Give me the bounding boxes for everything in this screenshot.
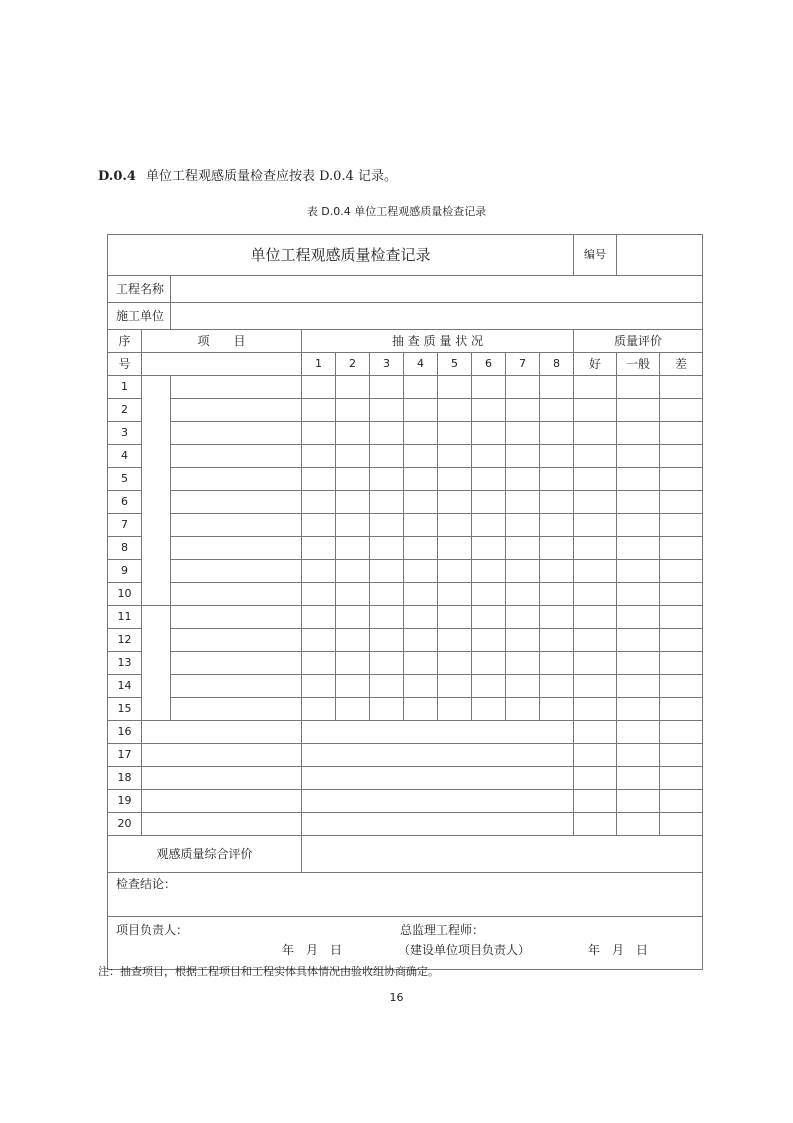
table-row — [108, 491, 703, 514]
item-name-cell[interactable] — [171, 560, 302, 583]
sample-check-cell[interactable] — [336, 399, 370, 422]
eval-check-cell[interactable] — [617, 652, 660, 675]
sample-check-cell[interactable] — [370, 445, 404, 468]
sample-check-cell[interactable] — [302, 698, 336, 721]
eval-check-cell[interactable] — [660, 583, 703, 606]
sample-check-cell[interactable] — [404, 629, 438, 652]
sample-check-cell[interactable] — [506, 399, 540, 422]
eval-check-cell[interactable] — [617, 675, 660, 698]
eval-check-cell[interactable] — [660, 629, 703, 652]
eval-check-cell[interactable] — [660, 445, 703, 468]
sample-check-cell[interactable] — [438, 537, 472, 560]
sample-check-cell[interactable] — [472, 468, 506, 491]
supervisor-label: 总监理工程师： — [400, 923, 485, 937]
sample-check-cell[interactable] — [404, 560, 438, 583]
item-name-cell[interactable] — [171, 675, 302, 698]
eval-check-cell[interactable] — [574, 445, 617, 468]
seq-header-bottom: 号 — [108, 353, 142, 376]
sample-check-cell[interactable] — [438, 583, 472, 606]
signature-cell[interactable] — [108, 917, 703, 970]
eval-check-cell[interactable] — [660, 491, 703, 514]
project-name-label: 工程名称 — [108, 276, 171, 303]
table-row — [108, 744, 703, 767]
sample-check-cell[interactable] — [370, 606, 404, 629]
sample-check-cell[interactable] — [336, 422, 370, 445]
clause-text: 单位工程观感质量检查应按表 D.0.4 记录。 — [145, 169, 397, 184]
sample-check-cell[interactable] — [302, 767, 574, 790]
sample-check-cell[interactable] — [404, 606, 438, 629]
sample-check-cell[interactable] — [540, 468, 574, 491]
sample-check-cell[interactable] — [302, 399, 336, 422]
eval-col-header: 好 — [574, 353, 617, 376]
sample-check-cell[interactable] — [302, 468, 336, 491]
eval-check-cell[interactable] — [574, 491, 617, 514]
sample-check-cell[interactable] — [370, 399, 404, 422]
intro-paragraph — [98, 165, 397, 184]
sample-check-cell[interactable] — [302, 629, 336, 652]
item-name-cell[interactable] — [171, 514, 302, 537]
item-name-cell[interactable] — [171, 606, 302, 629]
row-number: 3 — [108, 422, 142, 445]
sample-check-cell[interactable] — [302, 790, 574, 813]
item-name-cell[interactable] — [171, 583, 302, 606]
sample-check-cell[interactable] — [370, 629, 404, 652]
overall-evaluation-field[interactable] — [302, 836, 703, 873]
eval-check-cell[interactable] — [574, 721, 617, 744]
sample-check-cell[interactable] — [472, 376, 506, 399]
item-name-cell[interactable] — [171, 399, 302, 422]
construction-unit-field[interactable] — [171, 303, 703, 330]
sample-check-cell[interactable] — [404, 583, 438, 606]
sample-check-cell[interactable] — [404, 652, 438, 675]
row-number: 2 — [108, 399, 142, 422]
sample-check-cell[interactable] — [506, 629, 540, 652]
eval-check-cell[interactable] — [617, 583, 660, 606]
eval-check-cell[interactable] — [660, 560, 703, 583]
sample-check-cell[interactable] — [302, 376, 336, 399]
eval-check-cell[interactable] — [660, 537, 703, 560]
sample-check-cell[interactable] — [302, 491, 336, 514]
item-name-cell[interactable] — [171, 468, 302, 491]
construction-unit-label: 施工单位 — [108, 303, 171, 330]
page-number: 16 — [389, 991, 404, 1004]
sample-check-cell[interactable] — [540, 583, 574, 606]
eval-check-cell[interactable] — [617, 813, 660, 836]
row-number: 10 — [108, 583, 142, 606]
sample-check-cell[interactable] — [438, 606, 472, 629]
eval-check-cell[interactable] — [660, 767, 703, 790]
row-number: 12 — [108, 629, 142, 652]
eval-check-cell[interactable] — [617, 468, 660, 491]
sample-check-cell[interactable] — [506, 583, 540, 606]
sample-check-cell[interactable] — [404, 514, 438, 537]
sample-check-cell[interactable] — [506, 560, 540, 583]
eval-check-cell[interactable] — [617, 606, 660, 629]
sample-check-cell[interactable] — [302, 422, 336, 445]
row-number: 20 — [108, 813, 142, 836]
footer-note: 注：抽查项目，根据工程项目和工程实体具体情况由验收组协商确定。 — [98, 965, 439, 978]
row-number: 9 — [108, 560, 142, 583]
sample-check-cell[interactable] — [336, 652, 370, 675]
sample-check-cell[interactable] — [540, 445, 574, 468]
eval-check-cell[interactable] — [574, 767, 617, 790]
sample-check-cell[interactable] — [404, 537, 438, 560]
project-name-field[interactable] — [171, 276, 703, 303]
eval-check-cell[interactable] — [617, 744, 660, 767]
code-value-field[interactable] — [617, 235, 703, 276]
sample-check-cell[interactable] — [438, 491, 472, 514]
eval-check-cell[interactable] — [617, 537, 660, 560]
sample-col-header: 6 — [472, 353, 506, 376]
sample-check-cell[interactable] — [370, 675, 404, 698]
sample-check-cell[interactable] — [506, 606, 540, 629]
clause-number: D.0.4 — [98, 169, 136, 184]
eval-check-cell[interactable] — [617, 376, 660, 399]
eval-check-cell[interactable] — [574, 744, 617, 767]
row-number: 13 — [108, 652, 142, 675]
table-title: 单位工程观感质量检查记录 — [108, 235, 574, 276]
eval-check-cell[interactable] — [617, 399, 660, 422]
category-cell[interactable] — [142, 606, 171, 721]
sample-check-cell[interactable] — [540, 560, 574, 583]
overall-evaluation-label: 观感质量综合评价 — [108, 836, 302, 873]
sample-check-cell[interactable] — [506, 537, 540, 560]
eval-check-cell[interactable] — [617, 767, 660, 790]
sample-check-cell[interactable] — [438, 675, 472, 698]
sample-check-cell[interactable] — [540, 675, 574, 698]
item-subheader-blank — [142, 353, 302, 376]
table-row — [108, 813, 703, 836]
sample-check-cell[interactable] — [336, 606, 370, 629]
item-name-cell[interactable] — [171, 491, 302, 514]
eval-check-cell[interactable] — [574, 376, 617, 399]
eval-check-cell[interactable] — [617, 445, 660, 468]
sample-check-cell[interactable] — [370, 376, 404, 399]
sample-check-cell[interactable] — [302, 445, 336, 468]
sample-check-cell[interactable] — [438, 422, 472, 445]
sample-check-cell[interactable] — [540, 652, 574, 675]
eval-check-cell[interactable] — [574, 422, 617, 445]
sample-check-cell[interactable] — [404, 422, 438, 445]
table-row — [108, 537, 703, 560]
sample-check-cell[interactable] — [540, 491, 574, 514]
eval-col-header: 差 — [660, 353, 703, 376]
sample-check-cell[interactable] — [370, 698, 404, 721]
sample-check-cell[interactable] — [336, 537, 370, 560]
eval-check-cell[interactable] — [574, 652, 617, 675]
sample-check-cell[interactable] — [506, 698, 540, 721]
row-number: 4 — [108, 445, 142, 468]
eval-check-cell[interactable] — [574, 629, 617, 652]
sample-check-cell[interactable] — [370, 514, 404, 537]
table-row — [108, 468, 703, 491]
table-row — [108, 422, 703, 445]
sample-check-cell[interactable] — [438, 514, 472, 537]
eval-col-header: 一般 — [617, 353, 660, 376]
eval-check-cell[interactable] — [660, 698, 703, 721]
sample-check-cell[interactable] — [472, 675, 506, 698]
sample-check-cell[interactable] — [506, 468, 540, 491]
row-number: 11 — [108, 606, 142, 629]
sample-check-cell[interactable] — [506, 514, 540, 537]
table-row — [108, 675, 703, 698]
sample-check-cell[interactable] — [370, 422, 404, 445]
row-number: 17 — [108, 744, 142, 767]
sample-check-cell[interactable] — [438, 698, 472, 721]
table-row — [108, 583, 703, 606]
sample-check-cell[interactable] — [302, 560, 336, 583]
sample-check-cell[interactable] — [404, 698, 438, 721]
sample-check-cell[interactable] — [506, 376, 540, 399]
sample-col-header: 7 — [506, 353, 540, 376]
item-name-cell[interactable] — [171, 422, 302, 445]
sample-check-cell[interactable] — [472, 422, 506, 445]
sample-check-cell[interactable] — [540, 376, 574, 399]
eval-check-cell[interactable] — [660, 744, 703, 767]
pm-label: 项目负责人： — [116, 923, 189, 937]
evaluation-header: 质量评价 — [574, 330, 703, 353]
sample-check-cell[interactable] — [506, 445, 540, 468]
eval-check-cell[interactable] — [660, 514, 703, 537]
eval-check-cell[interactable] — [574, 606, 617, 629]
sample-check-cell[interactable] — [302, 721, 574, 744]
row-number: 1 — [108, 376, 142, 399]
sample-check-cell[interactable] — [506, 652, 540, 675]
sample-check-cell[interactable] — [370, 583, 404, 606]
sample-check-cell[interactable] — [472, 537, 506, 560]
eval-check-cell[interactable] — [660, 399, 703, 422]
sample-check-cell[interactable] — [472, 514, 506, 537]
table-row — [108, 560, 703, 583]
seq-header-top: 序 — [108, 330, 142, 353]
eval-check-cell[interactable] — [660, 376, 703, 399]
eval-check-cell[interactable] — [660, 606, 703, 629]
eval-check-cell[interactable] — [660, 422, 703, 445]
table-row — [108, 721, 703, 744]
eval-check-cell[interactable] — [617, 629, 660, 652]
sample-check-cell[interactable] — [540, 399, 574, 422]
sample-check-cell[interactable] — [336, 629, 370, 652]
sample-check-cell[interactable] — [506, 675, 540, 698]
item-header: 项 目 — [142, 330, 302, 353]
row-number: 6 — [108, 491, 142, 514]
table-row — [108, 606, 703, 629]
inspection-record-table — [107, 234, 703, 970]
sample-check-cell[interactable] — [370, 652, 404, 675]
sample-check-cell[interactable] — [472, 560, 506, 583]
table-caption: 表 D.0.4 单位工程观感质量检查记录 — [306, 205, 487, 218]
sample-check-cell[interactable] — [472, 698, 506, 721]
sample-check-cell[interactable] — [472, 583, 506, 606]
code-label: 编号 — [574, 235, 617, 276]
eval-check-cell[interactable] — [660, 652, 703, 675]
eval-check-cell[interactable] — [617, 491, 660, 514]
sample-check-cell[interactable] — [404, 376, 438, 399]
sample-check-cell[interactable] — [302, 652, 336, 675]
sample-check-cell[interactable] — [302, 813, 574, 836]
sample-check-cell[interactable] — [438, 468, 472, 491]
table-row — [108, 445, 703, 468]
eval-check-cell[interactable] — [574, 514, 617, 537]
item-name-cell[interactable] — [171, 629, 302, 652]
item-name-cell[interactable] — [142, 721, 302, 744]
table-row — [108, 629, 703, 652]
sample-check-cell[interactable] — [438, 652, 472, 675]
item-name-cell[interactable] — [171, 376, 302, 399]
row-number: 18 — [108, 767, 142, 790]
sample-check-cell[interactable] — [506, 491, 540, 514]
item-name-cell[interactable] — [142, 744, 302, 767]
eval-check-cell[interactable] — [660, 813, 703, 836]
sample-check-cell[interactable] — [336, 675, 370, 698]
sample-check-cell[interactable] — [540, 606, 574, 629]
item-name-cell[interactable] — [171, 698, 302, 721]
sample-check-cell[interactable] — [370, 560, 404, 583]
eval-check-cell[interactable] — [617, 514, 660, 537]
sample-col-header: 8 — [540, 353, 574, 376]
eval-check-cell[interactable] — [574, 399, 617, 422]
sample-check-cell[interactable] — [370, 491, 404, 514]
eval-check-cell[interactable] — [617, 790, 660, 813]
sample-check-cell[interactable] — [540, 514, 574, 537]
eval-check-cell[interactable] — [574, 813, 617, 836]
eval-check-cell[interactable] — [617, 698, 660, 721]
table-row — [108, 376, 703, 399]
row-number: 7 — [108, 514, 142, 537]
table-row — [108, 790, 703, 813]
item-name-cell[interactable] — [142, 813, 302, 836]
sample-check-cell[interactable] — [302, 537, 336, 560]
eval-check-cell[interactable] — [574, 560, 617, 583]
sample-check-cell[interactable] — [336, 583, 370, 606]
sample-check-cell[interactable] — [506, 422, 540, 445]
sample-col-header: 4 — [404, 353, 438, 376]
sample-check-cell[interactable] — [336, 698, 370, 721]
sample-check-cell[interactable] — [438, 399, 472, 422]
item-name-cell[interactable] — [171, 445, 302, 468]
sample-check-cell[interactable] — [438, 560, 472, 583]
eval-check-cell[interactable] — [660, 721, 703, 744]
row-number: 16 — [108, 721, 142, 744]
eval-check-cell[interactable] — [574, 698, 617, 721]
eval-check-cell[interactable] — [660, 675, 703, 698]
sample-check-cell[interactable] — [438, 445, 472, 468]
eval-check-cell[interactable] — [617, 721, 660, 744]
sample-check-cell[interactable] — [472, 445, 506, 468]
item-name-cell[interactable] — [171, 537, 302, 560]
conclusion-label: 检查结论： — [116, 877, 177, 891]
sample-check-cell[interactable] — [472, 606, 506, 629]
table-row — [108, 399, 703, 422]
sample-check-cell[interactable] — [404, 491, 438, 514]
sample-check-cell[interactable] — [302, 744, 574, 767]
item-name-cell[interactable] — [142, 767, 302, 790]
sample-check-cell[interactable] — [336, 491, 370, 514]
sample-check-cell[interactable] — [336, 560, 370, 583]
sample-check-cell[interactable] — [336, 468, 370, 491]
eval-check-cell[interactable] — [574, 583, 617, 606]
sample-check-cell[interactable] — [302, 583, 336, 606]
date-pm: 年 月 日 — [282, 943, 343, 957]
eval-check-cell[interactable] — [574, 675, 617, 698]
sample-check-cell[interactable] — [438, 376, 472, 399]
eval-check-cell[interactable] — [574, 468, 617, 491]
row-number: 15 — [108, 698, 142, 721]
table-row — [108, 698, 703, 721]
sample-check-cell[interactable] — [438, 629, 472, 652]
sample-check-cell[interactable] — [472, 491, 506, 514]
item-name-cell[interactable] — [142, 790, 302, 813]
sample-check-cell[interactable] — [370, 468, 404, 491]
sample-col-header: 2 — [336, 353, 370, 376]
row-number: 19 — [108, 790, 142, 813]
sample-col-header: 5 — [438, 353, 472, 376]
sample-check-cell[interactable] — [540, 629, 574, 652]
eval-check-cell[interactable] — [574, 537, 617, 560]
row-number: 14 — [108, 675, 142, 698]
sample-check-cell[interactable] — [472, 629, 506, 652]
category-cell[interactable] — [142, 376, 171, 606]
sample-check-cell[interactable] — [540, 698, 574, 721]
item-name-cell[interactable] — [171, 652, 302, 675]
sample-check-cell[interactable] — [472, 652, 506, 675]
sample-col-header: 3 — [370, 353, 404, 376]
sample-check-cell[interactable] — [302, 675, 336, 698]
sample-check-cell[interactable] — [302, 606, 336, 629]
sample-col-header: 1 — [302, 353, 336, 376]
sample-check-cell[interactable] — [404, 399, 438, 422]
sample-check-cell[interactable] — [404, 468, 438, 491]
table-row — [108, 514, 703, 537]
conclusion-cell[interactable] — [108, 873, 703, 917]
row-number: 8 — [108, 537, 142, 560]
sample-check-cell[interactable] — [404, 675, 438, 698]
sample-check-cell[interactable] — [404, 445, 438, 468]
sample-check-cell[interactable] — [336, 445, 370, 468]
eval-check-cell[interactable] — [617, 560, 660, 583]
sample-check-cell[interactable] — [472, 399, 506, 422]
owner-label: （建设单位项目负责人） — [398, 943, 531, 957]
sample-check-cell[interactable] — [540, 537, 574, 560]
sample-check-cell[interactable] — [370, 537, 404, 560]
eval-check-cell[interactable] — [574, 790, 617, 813]
inspection-header: 抽 查 质 量 状 况 — [302, 330, 574, 353]
table-row — [108, 767, 703, 790]
eval-check-cell[interactable] — [660, 790, 703, 813]
sample-check-cell[interactable] — [540, 422, 574, 445]
sample-check-cell[interactable] — [302, 514, 336, 537]
eval-check-cell[interactable] — [660, 468, 703, 491]
eval-check-cell[interactable] — [617, 422, 660, 445]
row-number: 5 — [108, 468, 142, 491]
sample-check-cell[interactable] — [336, 376, 370, 399]
date-owner: 年 月 日 — [588, 943, 649, 957]
sample-check-cell[interactable] — [336, 514, 370, 537]
table-row — [108, 652, 703, 675]
